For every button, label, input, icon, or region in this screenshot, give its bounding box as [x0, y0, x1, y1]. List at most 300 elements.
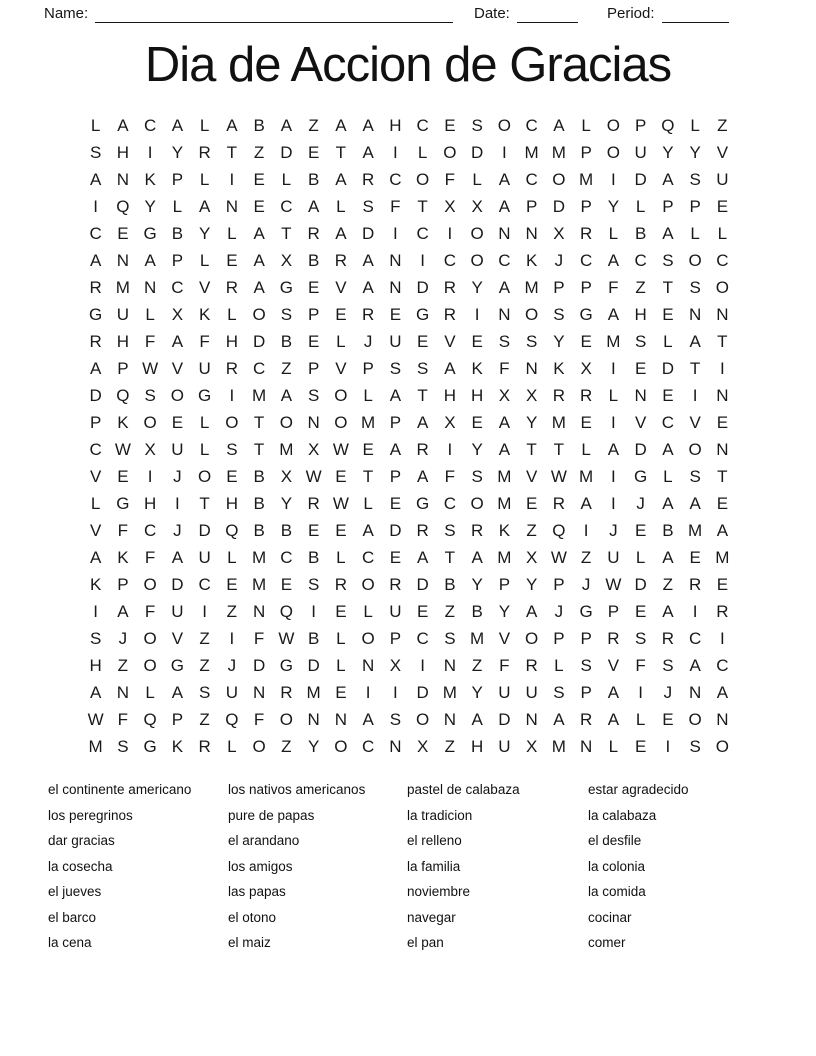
grid-letter: L — [199, 115, 210, 135]
word-list-item: navegar — [407, 909, 456, 925]
grid-letter: U — [225, 682, 239, 702]
grid-letter: R — [361, 304, 375, 324]
grid-letter: W — [605, 574, 622, 594]
grid-letter: J — [636, 493, 645, 513]
grid-letter: L — [663, 466, 673, 486]
grid-letter: X — [553, 223, 565, 243]
grid-letter: M — [115, 277, 130, 297]
grid-letter: L — [336, 655, 346, 675]
grid-letter: A — [362, 115, 374, 135]
grid-letter: H — [470, 385, 484, 405]
word-list-item: los nativos americanos — [228, 782, 366, 797]
grid-letter: L — [90, 493, 101, 513]
grid-letter: N — [498, 304, 511, 324]
grid-letter: J — [554, 601, 564, 621]
word-list-item: dar gracias — [48, 833, 115, 848]
grid-letter: I — [611, 358, 616, 378]
grid-letter: P — [525, 196, 538, 216]
grid-letter: W — [278, 628, 295, 648]
grid-letter: S — [362, 196, 374, 216]
grid-letter: O — [416, 169, 430, 189]
grid-letter: O — [497, 115, 511, 135]
grid-letter: H — [143, 493, 157, 513]
grid-letter: L — [581, 115, 591, 135]
grid-letter: N — [716, 304, 729, 324]
grid-letter: G — [416, 304, 430, 324]
grid-letter: V — [198, 277, 211, 297]
grid-letter: O — [334, 412, 348, 432]
grid-letter: P — [689, 196, 701, 216]
grid-letter: V — [171, 358, 184, 378]
grid-letter: T — [362, 466, 374, 486]
date-label: Date: — [474, 5, 510, 22]
grid-letter: E — [307, 331, 320, 351]
grid-letter: N — [716, 385, 729, 405]
period-field — [607, 5, 729, 23]
grid-letter: F — [608, 277, 619, 297]
grid-letter: N — [634, 385, 647, 405]
grid-letter: R — [552, 493, 566, 513]
page-title: Dia de Accion de Gracias — [144, 38, 672, 92]
grid-letter: G — [279, 655, 293, 675]
grid-letter: H — [443, 385, 457, 405]
grid-letter: I — [447, 439, 453, 459]
grid-letter: R — [89, 331, 102, 351]
grid-letter: E — [335, 601, 347, 621]
grid-letter: R — [89, 277, 102, 297]
grid-letter: M — [579, 169, 594, 189]
grid-letter: C — [525, 115, 538, 135]
grid-letter: C — [416, 223, 429, 243]
grid-letter: M — [715, 547, 730, 567]
grid-letter: L — [554, 655, 564, 675]
grid-letter: A — [362, 142, 374, 162]
grid-letter: P — [553, 574, 565, 594]
grid-letter: T — [335, 142, 347, 162]
grid-letter: B — [471, 601, 483, 621]
grid-letter: Y — [171, 142, 184, 162]
grid-letter: M — [497, 493, 512, 513]
grid-letter: A — [307, 196, 320, 216]
grid-letter: R — [198, 142, 211, 162]
word-list-column — [588, 777, 764, 956]
grid-letter: I — [611, 169, 616, 189]
grid-letter: E — [253, 196, 265, 216]
grid-letter: A — [498, 277, 511, 297]
grid-letter: K — [525, 250, 538, 270]
grid-letter: E — [226, 466, 238, 486]
word-list-item: la tradicion — [407, 807, 473, 823]
grid-letter: L — [336, 331, 346, 351]
grid-letter: W — [114, 439, 131, 459]
grid-letter: A — [117, 115, 129, 135]
grid-letter: C — [443, 250, 457, 270]
grid-letter: S — [389, 709, 402, 729]
grid-letter: M — [497, 466, 512, 486]
grid-letter: I — [147, 466, 153, 486]
grid-letter: A — [362, 520, 374, 540]
grid-letter: J — [581, 574, 591, 594]
grid-letter: E — [471, 412, 483, 432]
grid-letter: M — [606, 331, 621, 351]
grid-letter: A — [280, 385, 293, 405]
grid-letter: A — [498, 439, 511, 459]
grid-letter: D — [198, 520, 211, 540]
name-field — [44, 5, 453, 23]
grid-letter: A — [662, 493, 674, 513]
grid-letter: D — [252, 331, 266, 351]
grid-letter: I — [393, 682, 398, 702]
grid-letter: U — [198, 358, 211, 378]
grid-letter: K — [89, 574, 102, 594]
grid-letter: K — [171, 736, 184, 756]
grid-letter: A — [253, 277, 265, 297]
grid-letter: R — [470, 520, 484, 540]
grid-letter: O — [252, 736, 266, 756]
word-list-item: la familia — [407, 858, 461, 874]
grid-letter: R — [716, 601, 729, 621]
grid-letter: A — [662, 223, 674, 243]
word-list-item: las papas — [228, 884, 286, 899]
grid-letter: M — [551, 412, 566, 432]
grid-letter: R — [198, 736, 211, 756]
grid-letter: Q — [116, 385, 130, 405]
grid-letter: Z — [281, 736, 292, 756]
grid-letter: F — [144, 547, 156, 567]
grid-letter: A — [689, 493, 701, 513]
grid-letter: I — [229, 385, 235, 405]
grid-letter: X — [280, 250, 293, 270]
grid-letter: J — [118, 628, 128, 648]
grid-letter: L — [227, 304, 237, 324]
grid-letter: E — [416, 331, 429, 351]
grid-letter: E — [525, 493, 538, 513]
grid-letter: M — [551, 142, 566, 162]
grid-letter: S — [689, 169, 701, 189]
grid-letter: G — [579, 304, 593, 324]
grid-letter: P — [634, 115, 647, 135]
grid-letter: J — [663, 682, 673, 702]
grid-letter: L — [227, 547, 237, 567]
grid-letter: H — [634, 304, 647, 324]
grid-letter: W — [550, 466, 567, 486]
grid-letter: E — [634, 736, 647, 756]
grid-letter: A — [498, 169, 511, 189]
grid-letter: M — [252, 385, 267, 405]
grid-letter: T — [526, 439, 537, 459]
grid-letter: A — [662, 169, 674, 189]
grid-letter: D — [661, 358, 675, 378]
grid-letter: E — [716, 196, 729, 216]
grid-letter: E — [117, 466, 129, 486]
grid-letter: Y — [471, 574, 483, 594]
grid-letter: B — [307, 628, 320, 648]
grid-letter: O — [688, 250, 702, 270]
grid-letter: T — [717, 466, 728, 486]
grid-letter: A — [226, 115, 238, 135]
grid-letter: L — [363, 385, 373, 405]
grid-letter: Z — [226, 601, 238, 621]
grid-letter: K — [471, 358, 483, 378]
grid-letter: N — [116, 250, 130, 270]
grid-letter: R — [443, 277, 457, 297]
grid-letter: C — [143, 520, 157, 540]
grid-letter: T — [553, 439, 565, 459]
grid-letter: Q — [225, 709, 239, 729]
grid-letter: O — [688, 709, 702, 729]
grid-letter: J — [554, 250, 564, 270]
grid-letter: D — [552, 196, 566, 216]
name-label: Name: — [44, 5, 89, 22]
grid-letter: Y — [144, 196, 156, 216]
grid-letter: D — [252, 655, 266, 675]
grid-letter: F — [444, 466, 456, 486]
grid-letter: O — [143, 628, 157, 648]
grid-letter: K — [144, 169, 156, 189]
grid-letter: N — [498, 223, 511, 243]
grid-letter: N — [579, 736, 593, 756]
grid-letter: A — [662, 601, 674, 621]
word-list-column — [407, 777, 583, 956]
grid-letter: S — [580, 655, 592, 675]
grid-letter: T — [417, 385, 428, 405]
grid-letter: N — [716, 709, 729, 729]
grid-letter: L — [90, 115, 101, 135]
grid-letter: C — [361, 736, 375, 756]
grid-letter: S — [471, 466, 483, 486]
grid-letter: O — [170, 385, 184, 405]
grid-letter: S — [198, 682, 211, 702]
grid-letter: P — [580, 277, 592, 297]
grid-letter: P — [607, 601, 620, 621]
grid-letter: A — [89, 682, 102, 702]
grid-letter: P — [580, 142, 592, 162]
grid-letter: Q — [225, 520, 239, 540]
grid-letter: T — [444, 547, 456, 567]
grid-letter: L — [199, 439, 210, 459]
grid-letter: S — [280, 304, 293, 324]
grid-letter: Q — [661, 115, 675, 135]
grid-letter: I — [583, 520, 589, 540]
grid-letter: L — [145, 682, 155, 702]
grid-letter: T — [281, 223, 292, 243]
grid-letter: U — [116, 304, 130, 324]
grid-letter: A — [662, 439, 674, 459]
grid-letter: R — [579, 223, 593, 243]
grid-letter: H — [389, 115, 402, 135]
grid-letter: C — [89, 439, 102, 459]
grid-letter: T — [253, 412, 265, 432]
grid-letter: O — [525, 304, 539, 324]
grid-letter: E — [117, 223, 129, 243]
grid-letter: O — [198, 466, 212, 486]
grid-letter: L — [281, 169, 292, 189]
grid-letter: P — [171, 250, 184, 270]
grid-letter: Y — [498, 601, 511, 621]
grid-letter: L — [635, 547, 646, 567]
word-list-item: cocinar — [588, 909, 632, 925]
grid-letter: M — [252, 574, 267, 594]
grid-letter: I — [692, 601, 698, 621]
grid-letter: Q — [116, 196, 130, 216]
grid-letter: E — [689, 547, 701, 567]
grid-letter: Z — [199, 655, 210, 675]
grid-letter: C — [143, 115, 157, 135]
grid-letter: D — [498, 709, 511, 729]
grid-letter: I — [311, 601, 316, 621]
grid-letter: C — [716, 655, 729, 675]
grid-letter: A — [335, 223, 347, 243]
grid-letter: S — [444, 628, 456, 648]
grid-letter: X — [444, 196, 456, 216]
grid-letter: L — [717, 223, 728, 243]
grid-letter: N — [307, 709, 320, 729]
grid-letter: Z — [281, 358, 292, 378]
grid-letter: C — [280, 196, 293, 216]
grid-letter: F — [444, 169, 456, 189]
grid-letter: I — [420, 655, 425, 675]
grid-letter: U — [634, 142, 647, 162]
grid-letter: A — [416, 466, 429, 486]
grid-letter: A — [553, 709, 565, 729]
grid-letter: O — [470, 493, 484, 513]
grid-letter: E — [634, 601, 647, 621]
grid-letter: O — [334, 385, 348, 405]
grid-letter: N — [716, 439, 729, 459]
word-list-item: pure de papas — [228, 807, 315, 823]
grid-letter: S — [689, 277, 701, 297]
grid-letter: K — [553, 358, 565, 378]
grid-letter: M — [551, 736, 566, 756]
grid-letter: S — [662, 655, 674, 675]
word-list-item: la cosecha — [48, 858, 113, 874]
grid-letter: A — [607, 682, 620, 702]
grid-letter: D — [361, 223, 375, 243]
grid-letter: Z — [199, 709, 210, 729]
grid-letter: E — [662, 385, 674, 405]
grid-letter: A — [389, 439, 402, 459]
grid-letter: N — [116, 682, 130, 702]
grid-letter: A — [171, 331, 184, 351]
grid-letter: I — [93, 196, 98, 216]
grid-letter: G — [116, 493, 130, 513]
grid-letter: G — [579, 601, 593, 621]
grid-letter: B — [307, 547, 320, 567]
grid-letter: F — [144, 601, 156, 621]
grid-letter: Y — [471, 682, 483, 702]
grid-letter: L — [172, 196, 183, 216]
grid-letter: D — [416, 682, 429, 702]
grid-letter: S — [89, 142, 102, 162]
grid-letter: A — [416, 547, 429, 567]
grid-letter: P — [307, 304, 320, 324]
grid-letter: I — [720, 628, 725, 648]
grid-letter: V — [89, 466, 102, 486]
grid-letter: N — [389, 277, 402, 297]
grid-letter: E — [389, 547, 402, 567]
grid-letter: S — [525, 331, 538, 351]
grid-letter: A — [716, 682, 729, 702]
grid-letter: A — [498, 412, 511, 432]
grid-letter: C — [389, 169, 402, 189]
grid-letter: S — [226, 439, 238, 459]
grid-letter: R — [361, 169, 375, 189]
grid-letter: C — [198, 574, 211, 594]
grid-letter: G — [279, 277, 293, 297]
grid-letter: D — [634, 574, 647, 594]
grid-letter: E — [362, 439, 374, 459]
grid-letter: D — [89, 385, 102, 405]
grid-letter: S — [553, 682, 565, 702]
grid-letter: A — [171, 682, 184, 702]
grid-letter: O — [688, 439, 702, 459]
grid-letter: A — [525, 601, 538, 621]
grid-letter: E — [335, 682, 347, 702]
grid-letter: W — [332, 493, 349, 513]
grid-letter: E — [389, 304, 402, 324]
grid-letter: B — [634, 223, 647, 243]
grid-letter: B — [444, 574, 456, 594]
grid-letter: V — [335, 358, 347, 378]
grid-letter: U — [716, 169, 729, 189]
grid-letter: P — [553, 628, 565, 648]
grid-letter: M — [524, 277, 539, 297]
grid-letter: E — [307, 277, 320, 297]
grid-letter: X — [525, 385, 538, 405]
grid-letter: W — [305, 466, 322, 486]
grid-letter: V — [525, 466, 538, 486]
grid-letter: N — [252, 601, 266, 621]
grid-letter: Y — [525, 412, 538, 432]
grid-letter: X — [525, 547, 538, 567]
grid-letter: O — [334, 736, 348, 756]
word-list-item: la comida — [588, 884, 646, 899]
grid-letter: R — [225, 277, 239, 297]
grid-letter: Z — [717, 115, 728, 135]
grid-letter: X — [444, 412, 456, 432]
grid-letter: K — [498, 520, 511, 540]
grid-letter: P — [389, 628, 402, 648]
grid-letter: F — [635, 655, 646, 675]
grid-letter: N — [225, 196, 239, 216]
grid-letter: G — [170, 655, 184, 675]
grid-letter: I — [229, 169, 235, 189]
grid-letter: B — [307, 169, 320, 189]
grid-letter: L — [608, 736, 619, 756]
date-field — [474, 5, 578, 23]
grid-letter: P — [307, 358, 320, 378]
grid-letter: D — [389, 520, 402, 540]
grid-letter: O — [470, 250, 484, 270]
grid-letter: V — [716, 142, 729, 162]
grid-letter: N — [688, 304, 702, 324]
grid-letter: D — [307, 655, 320, 675]
grid-letter: X — [144, 439, 156, 459]
grid-letter: N — [361, 655, 375, 675]
grid-letter: S — [634, 628, 647, 648]
grid-letter: M — [361, 412, 376, 432]
grid-letter: X — [389, 655, 402, 675]
grid-letter: X — [171, 304, 184, 324]
grid-letter: B — [307, 250, 320, 270]
grid-letter: M — [88, 736, 103, 756]
grid-letter: L — [199, 412, 210, 432]
grid-letter: L — [336, 547, 346, 567]
grid-letter: R — [525, 655, 538, 675]
grid-letter: C — [579, 250, 593, 270]
grid-letter: O — [225, 412, 239, 432]
grid-letter: P — [580, 628, 592, 648]
